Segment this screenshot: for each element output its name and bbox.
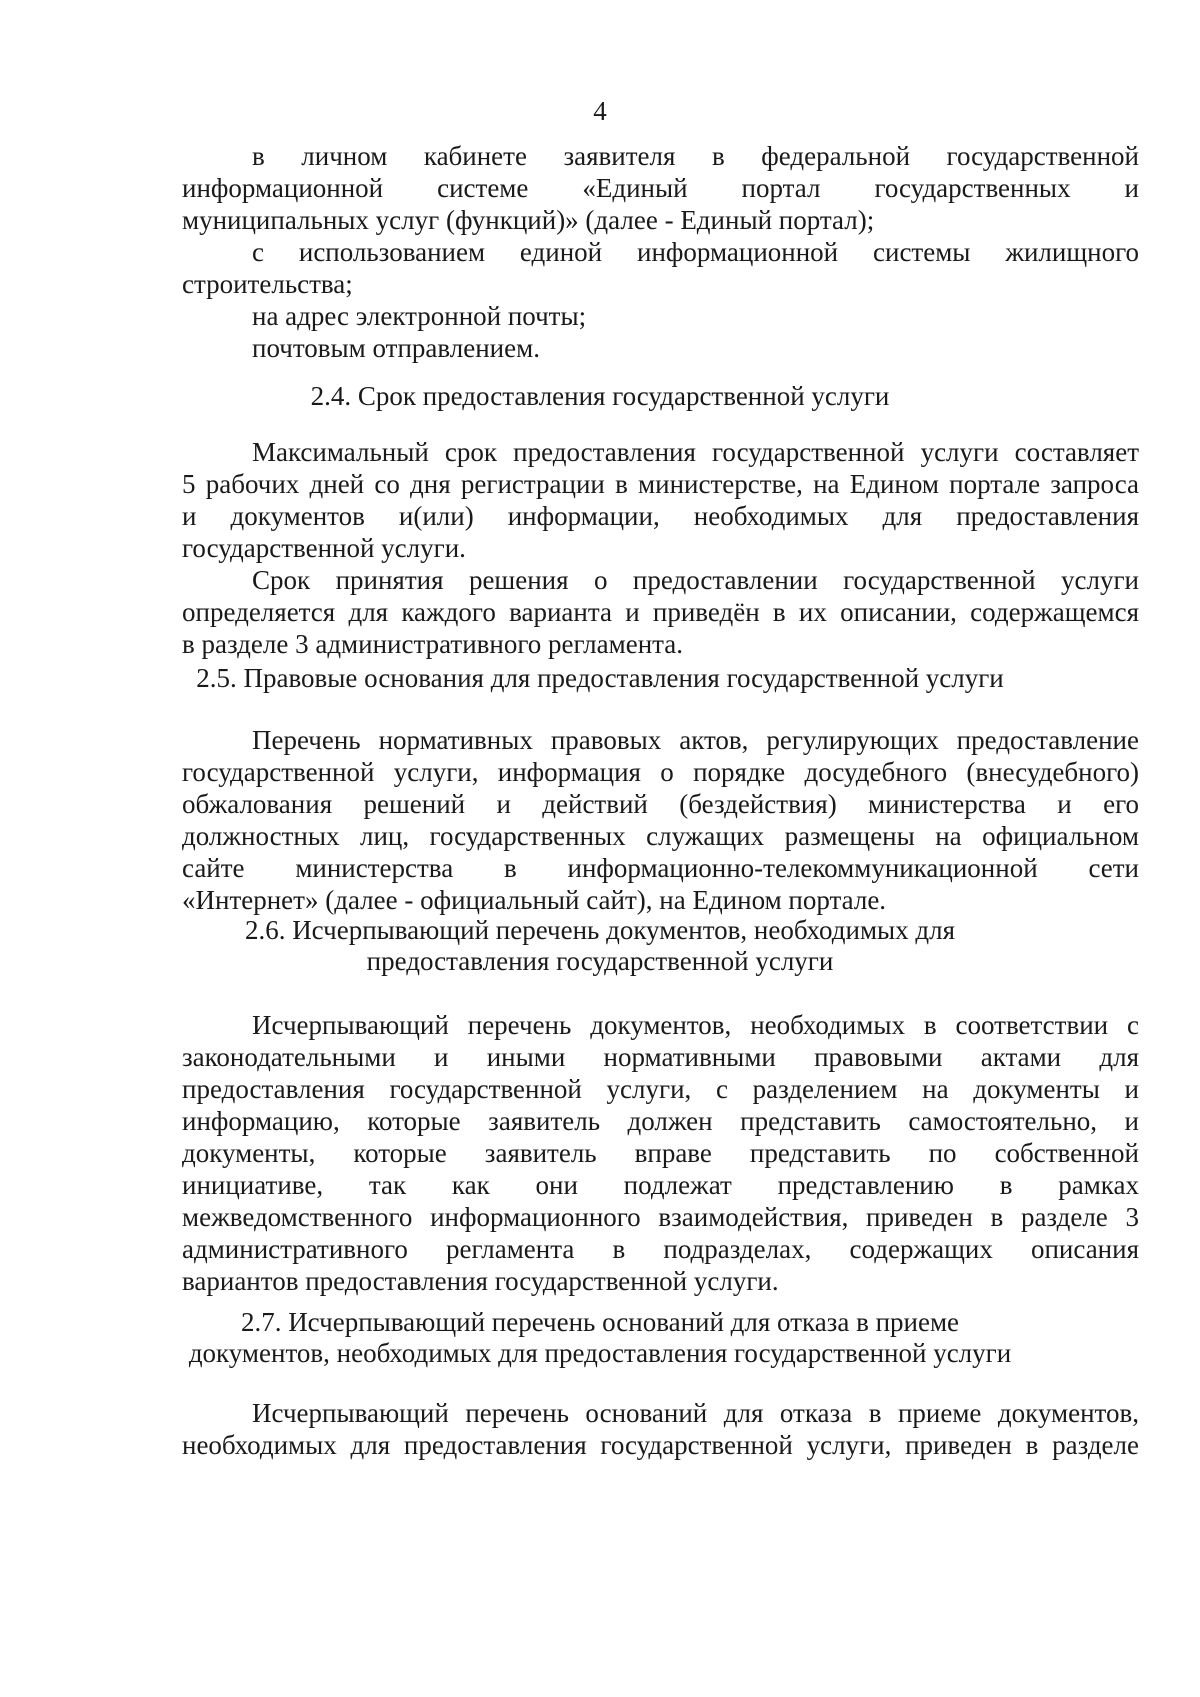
paragraph-line: сайте министерства в информационно-телекоммуникационной сети [182,853,1139,883]
paragraph-line: межведомственного информационного взаимодействия, приведен в разделе 3 [182,1202,1139,1232]
section-2-7-body [182,1397,1139,1461]
paragraph-line: в разделе 3 административного регламента. [182,629,684,659]
page-number: 4 [593,96,607,126]
paragraph-line: необходимых для предоставления государственной услуги, приведен в разделе [182,1430,1139,1460]
section-2-5-body [182,724,1139,916]
paragraph-line: предоставления государственной услуги, с разделением на документы и [182,1074,1139,1104]
delivery-method-line: с использованием единой информационной системы жилищного [252,237,1139,267]
paragraph-line: Исчерпывающий перечень документов, необходимых в соответствии с [252,1010,1139,1040]
delivery-method-line: информационной системе «Единый портал государственных и [182,173,1139,203]
paragraph-line: Максимальный срок предоставления государственной услуги составляет [252,437,1139,467]
paragraph-line: обжалования решений и действий (бездействия) министерства и его [182,789,1139,819]
paragraph-line: Срок принятия решения о предоставлении государственной услуги [252,565,1139,595]
paragraph-line: «Интернет» (далее - официальный сайт), на Едином портале. [182,885,887,915]
section-2-6-heading: 2.6. Исчерпывающий перечень документов, необходимых для [244,915,956,945]
paragraph-line: Перечень нормативных правовых актов, регулирующих предоставление [252,725,1139,755]
section-2-7-heading: 2.7. Исчерпывающий перечень оснований для отказа в приеме [240,1307,960,1337]
paragraph-line: государственной услуги. [182,533,466,563]
paragraph-line: документы, которые заявитель вправе представить по собственной [182,1138,1139,1168]
paragraph-line: определяется для каждого варианта и приведён в их описании, содержащемся [182,597,1139,627]
section-2-5-heading: 2.5. Правовые основания для предоставления государственной услуги [196,663,1004,693]
paragraph-line: и документов и(или) информации, необходимых для предоставления [182,501,1139,531]
delivery-method-line: муниципальных услуг (функций)» (далее - Единый портал); [182,205,875,235]
delivery-method-line: в личном кабинете заявителя в федеральной государственной [252,141,1139,171]
delivery-method-line: почтовым отправлением. [252,333,540,363]
section-2-4-body [182,436,1139,660]
section-2-7-heading: документов, необходимых для предоставления государственной услуги [188,1338,1012,1368]
paragraph-line: Исчерпывающий перечень оснований для отказа в приеме документов, [252,1398,1139,1428]
delivery-method-line: строительства; [182,269,353,299]
paragraph-line: 5 рабочих дней со дня регистрации в министерстве, на Едином портале запроса [182,469,1139,499]
section-2-4-heading: 2.4. Срок предоставления государственной услуги [310,381,890,411]
section-2-6-body [182,1009,1139,1297]
paragraph-line: информацию, которые заявитель должен представить самостоятельно, и [182,1106,1139,1136]
section-2-6-heading: предоставления государственной услуги [366,946,834,976]
paragraph-line: должностных лиц, государственных служащих размещены на официальном [182,821,1139,851]
paragraph-line: административного регламента в подразделах, содержащих описания [182,1234,1139,1264]
paragraph-line: инициативе, так как они подлежат представлению в рамках [182,1170,1139,1200]
delivery-method-line: на адрес электронной почты; [252,301,587,331]
paragraph-line: вариантов предоставления государственной услуги. [182,1266,779,1296]
paragraph-line: законодательными и иными нормативными правовыми актами для [182,1042,1139,1072]
paragraph-line: государственной услуги, информация о порядке досудебного (внесудебного) [182,757,1139,787]
delivery-methods-block [182,140,1139,364]
